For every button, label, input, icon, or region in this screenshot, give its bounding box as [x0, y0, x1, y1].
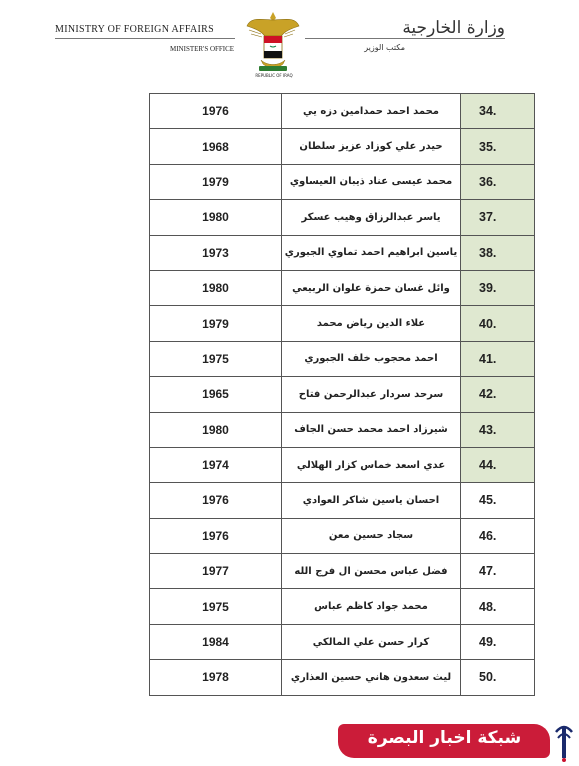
full-name-cell: احسان ياسين شاكر العوادي [282, 483, 461, 518]
birth-year-cell: 1976 [150, 94, 282, 129]
table-row [150, 624, 535, 659]
table-row [150, 270, 535, 305]
row-number-cell: 41. [461, 341, 535, 376]
birth-year-cell: 1978 [150, 660, 282, 695]
table-row [150, 412, 535, 447]
table-row [150, 164, 535, 199]
table-row [150, 94, 535, 129]
full-name-cell: وائل غسان حمزة علوان الربيعي [282, 270, 461, 305]
birth-year-cell: 1980 [150, 412, 282, 447]
table-row [150, 306, 535, 341]
header-rule-right [305, 38, 505, 39]
birth-year-cell: 1984 [150, 624, 282, 659]
full-name-cell: سرحد سردار عبدالرحمن فتاح [282, 377, 461, 412]
full-name-cell: محمد احمد حمدامين دزه يي [282, 94, 461, 129]
office-name-arabic: مكتب الوزير [364, 43, 405, 52]
table-row [150, 447, 535, 482]
full-name-cell: ليث سعدون هاني حسين العذاري [282, 660, 461, 695]
full-name-cell: سجاد حسين معن [282, 518, 461, 553]
full-name-cell: محمد جواد كاظم عباس [282, 589, 461, 624]
row-number-cell: 43. [461, 412, 535, 447]
table-row [150, 554, 535, 589]
row-number-cell: 38. [461, 235, 535, 270]
row-number-cell: 50. [461, 660, 535, 695]
header-rule-left [55, 38, 235, 39]
names-table-body [150, 94, 535, 696]
row-number-cell: 40. [461, 306, 535, 341]
row-number-cell: 47. [461, 554, 535, 589]
birth-year-cell: 1976 [150, 518, 282, 553]
birth-year-cell: 1979 [150, 306, 282, 341]
birth-year-cell: 1980 [150, 200, 282, 235]
table-row [150, 341, 535, 376]
row-number-cell: 35. [461, 129, 535, 164]
full-name-cell: شيرزاد احمد محمد حسن الجاف [282, 412, 461, 447]
row-number-cell: 49. [461, 624, 535, 659]
full-name-cell: ياسين ابراهيم احمد تماوي الجبوري [282, 235, 461, 270]
full-name-cell: كرار حسن علي المالكي [282, 624, 461, 659]
names-table [149, 93, 535, 696]
row-number-cell: 48. [461, 589, 535, 624]
full-name-cell: محمد عيسى عناد ذيبان العيساوي [282, 164, 461, 199]
table-row [150, 660, 535, 695]
row-number-cell: 36. [461, 164, 535, 199]
network-logo-icon [552, 722, 576, 762]
row-number-cell: 34. [461, 94, 535, 129]
watermark-text: شبكة اخبار البصرة [367, 728, 522, 748]
full-name-cell: علاء الدين رياض محمد [282, 306, 461, 341]
birth-year-cell: 1974 [150, 447, 282, 482]
watermark-banner [338, 724, 556, 760]
iraq-eagle-emblem-icon [245, 8, 301, 78]
birth-year-cell: 1965 [150, 377, 282, 412]
birth-year-cell: 1980 [150, 270, 282, 305]
full-name-cell: عدي اسعد خماس كزار الهلالي [282, 447, 461, 482]
table-row [150, 235, 535, 270]
table-row [150, 129, 535, 164]
emblem-caption: REPUBLIC OF IRAQ [255, 73, 293, 78]
birth-year-cell: 1968 [150, 129, 282, 164]
row-number-cell: 37. [461, 200, 535, 235]
ministry-name-english: MINISTRY OF FOREIGN AFFAIRS [55, 24, 214, 35]
birth-year-cell: 1975 [150, 589, 282, 624]
full-name-cell: احمد محجوب خلف الجبوري [282, 341, 461, 376]
ministry-name-arabic: وزارة الخارجية [402, 18, 505, 38]
office-name-english: MINISTER'S OFFICE [170, 45, 235, 53]
full-name-cell: حيدر علي كوزاد عزيز سلطان [282, 129, 461, 164]
birth-year-cell: 1976 [150, 483, 282, 518]
birth-year-cell: 1977 [150, 554, 282, 589]
full-name-cell: ياسر عبدالرزاق وهيب عسكر [282, 200, 461, 235]
birth-year-cell: 1973 [150, 235, 282, 270]
table-row [150, 200, 535, 235]
row-number-cell: 42. [461, 377, 535, 412]
row-number-cell: 46. [461, 518, 535, 553]
full-name-cell: فضل عباس محسن ال فرج الله [282, 554, 461, 589]
letterhead [0, 0, 579, 88]
table-row [150, 377, 535, 412]
birth-year-cell: 1979 [150, 164, 282, 199]
row-number-cell: 44. [461, 447, 535, 482]
birth-year-cell: 1975 [150, 341, 282, 376]
table-row [150, 589, 535, 624]
row-number-cell: 45. [461, 483, 535, 518]
table-row [150, 518, 535, 553]
row-number-cell: 39. [461, 270, 535, 305]
table-row [150, 483, 535, 518]
